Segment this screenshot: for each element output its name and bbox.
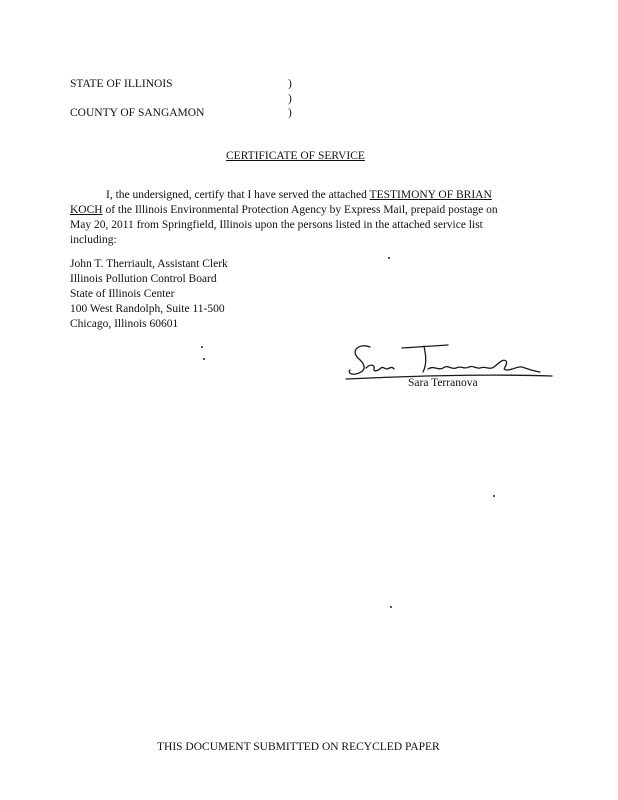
- body-line-3: May 20, 2011 from Springfield, Illinois upon the persons listed in the attached service list: [70, 219, 483, 231]
- address-line: Chicago, Illinois 60601: [70, 318, 179, 330]
- certificate-title: CERTIFICATE OF SERVICE: [226, 150, 365, 162]
- county-label: COUNTY OF SANGAMON: [70, 107, 205, 119]
- body-line-1: [106, 189, 492, 201]
- document-title-part-1: TESTIMONY OF BRIAN: [369, 189, 492, 201]
- scan-speck: [390, 606, 392, 608]
- recycled-paper-footer: THIS DOCUMENT SUBMITTED ON RECYCLED PAPER: [157, 741, 440, 753]
- caption-paren-1: ): [288, 78, 292, 90]
- address-line: Illinois Pollution Control Board: [70, 273, 217, 285]
- signatory-name: Sara Terranova: [408, 377, 478, 389]
- body-line-4: including:: [70, 234, 117, 246]
- body-line-2: [70, 204, 498, 216]
- body-line-1-text: I, the undersigned, certify that I have served the attached: [106, 189, 370, 201]
- service-address: [70, 257, 228, 332]
- caption-paren-3: ): [288, 107, 292, 119]
- document-title-part-2: KOCH: [70, 204, 103, 216]
- address-line: 100 West Randolph, Suite 11-500: [70, 303, 225, 315]
- scan-speck: [203, 358, 205, 360]
- state-label: STATE OF ILLINOIS: [70, 78, 173, 90]
- address-line: State of Illinois Center: [70, 288, 175, 300]
- scan-speck: [493, 495, 495, 497]
- caption-paren-2: ): [288, 93, 292, 105]
- scan-speck: [201, 346, 203, 348]
- scan-speck: [388, 257, 390, 259]
- body-line-2-text: of the Illinois Environmental Protection Agency by Express Mail, prepaid postage on: [102, 204, 498, 216]
- address-line: John T. Therriault, Assistant Clerk: [70, 258, 228, 270]
